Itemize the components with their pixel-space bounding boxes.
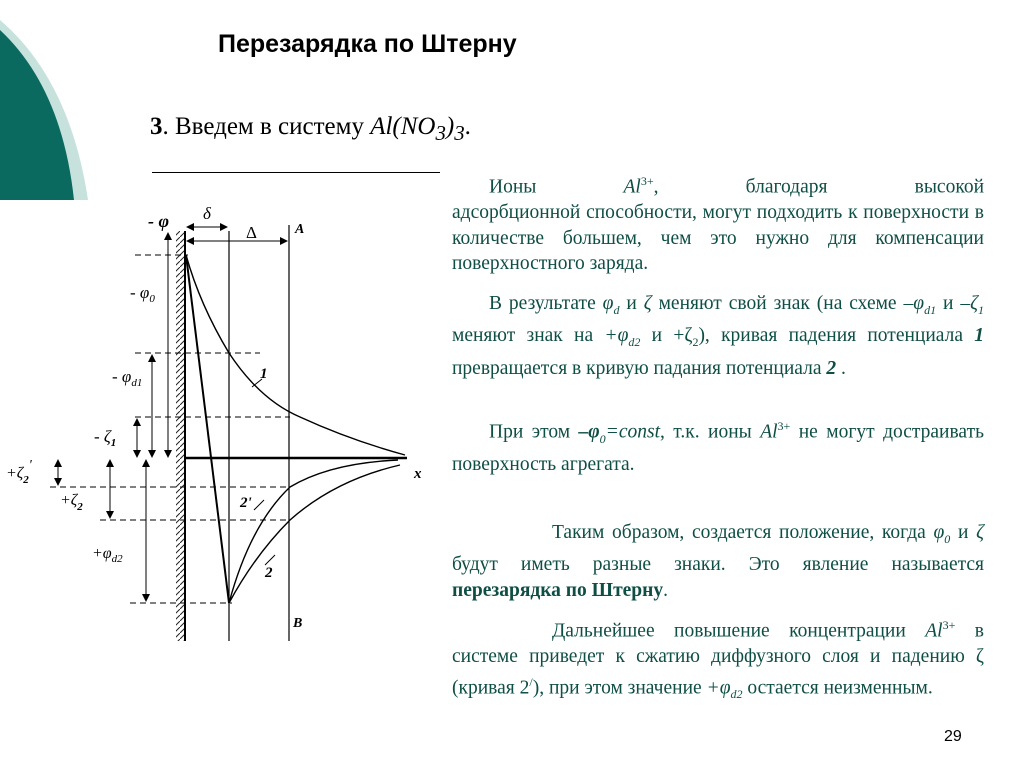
- label-minus-phi: - φ: [148, 211, 170, 231]
- label-plus-zeta2: $+\zeta_2$: [60, 492, 83, 513]
- label-minus-zeta1: - $\zeta_1$: [94, 427, 117, 449]
- subtitle-number: 3: [150, 113, 163, 140]
- formula-sub: 3: [435, 121, 446, 145]
- subtitle-text: . Введем в систему: [162, 113, 371, 140]
- stern-drop-line: [186, 255, 229, 603]
- label-minus-phi0: - $\varphi_0$: [130, 283, 155, 305]
- paragraph-further: Дальнейшее повышение концентрации $Al^{3+}$ в системе приведет к сжатию диффузного слоя и падению ζ (кривая 2/), при этом значение $+\varphi_{d2}$ остается неизменным.: [452, 618, 984, 701]
- formula-part: ): [445, 113, 455, 140]
- divider-line: [152, 172, 440, 173]
- label-B: B: [293, 616, 303, 631]
- paragraph-result: В результате $\varphi_d$ и ζ меняют свой знак (на схеме $-\varphi_{d1}$ и $-\zeta_1$ меняют знак на $+\varphi_{d2}$ $и +\zeta_2$), кривая падения потенциала 1 превращается в кривую падания потенциала 2 .: [452, 293, 985, 379]
- paragraph-ions-first-line: Ионы $Al^{3+}$, благодаря высокой: [489, 174, 985, 198]
- label-plus-zeta2-prime: $+\zeta_2'$: [6, 458, 32, 486]
- formula-part: Al(NO: [370, 113, 436, 140]
- label-curve-2: 2: [265, 565, 273, 581]
- label-delta-small: δ: [203, 204, 211, 223]
- page-title: Перезарядка по Штерну: [218, 30, 517, 58]
- leader-curve2p: [254, 500, 264, 510]
- paragraph-conclusion: Таким образом, создается положение, когда $\varphi_0$ и ζ будут иметь разные знаки. Это явление называется перезарядка по Штерну.: [452, 522, 984, 601]
- page-number: 29: [944, 728, 962, 745]
- curve-1: [186, 255, 405, 455]
- subtitle: [150, 113, 471, 146]
- stern-recharge-term: перезарядка по Штерну: [452, 579, 664, 601]
- subtitle-end: .: [464, 113, 471, 140]
- label-curve-1: 1: [260, 366, 268, 382]
- wall-hatch: [176, 231, 185, 641]
- curve-2-prime: [229, 460, 398, 603]
- formula-sub: 3: [454, 121, 465, 145]
- paragraph-ions-rest: адсорбционной способности, могут подходить к поверхности в количестве большем, чем это нужно для компенсации поверхностного заряда.: [452, 202, 984, 274]
- paragraph-ions: [452, 169, 984, 277]
- label-x: x: [414, 466, 422, 482]
- label-curve-2-prime: 2': [240, 495, 252, 511]
- label-A: A: [295, 222, 305, 237]
- label-plus-phid2: $+\varphi_{d2}$: [92, 545, 123, 565]
- potential-diagram: [0, 195, 450, 645]
- decorative-corner-shape: [0, 0, 90, 205]
- label-delta-big: Δ: [246, 223, 257, 242]
- paragraph-constant: При этом $-\varphi_0=const$, т.к. ионы $Al^{3+}$ не могут достраивать поверхность агрегата.: [452, 419, 984, 475]
- label-minus-phid1: - $\varphi_{d1}$: [112, 367, 143, 389]
- leader-curve2: [265, 555, 275, 565]
